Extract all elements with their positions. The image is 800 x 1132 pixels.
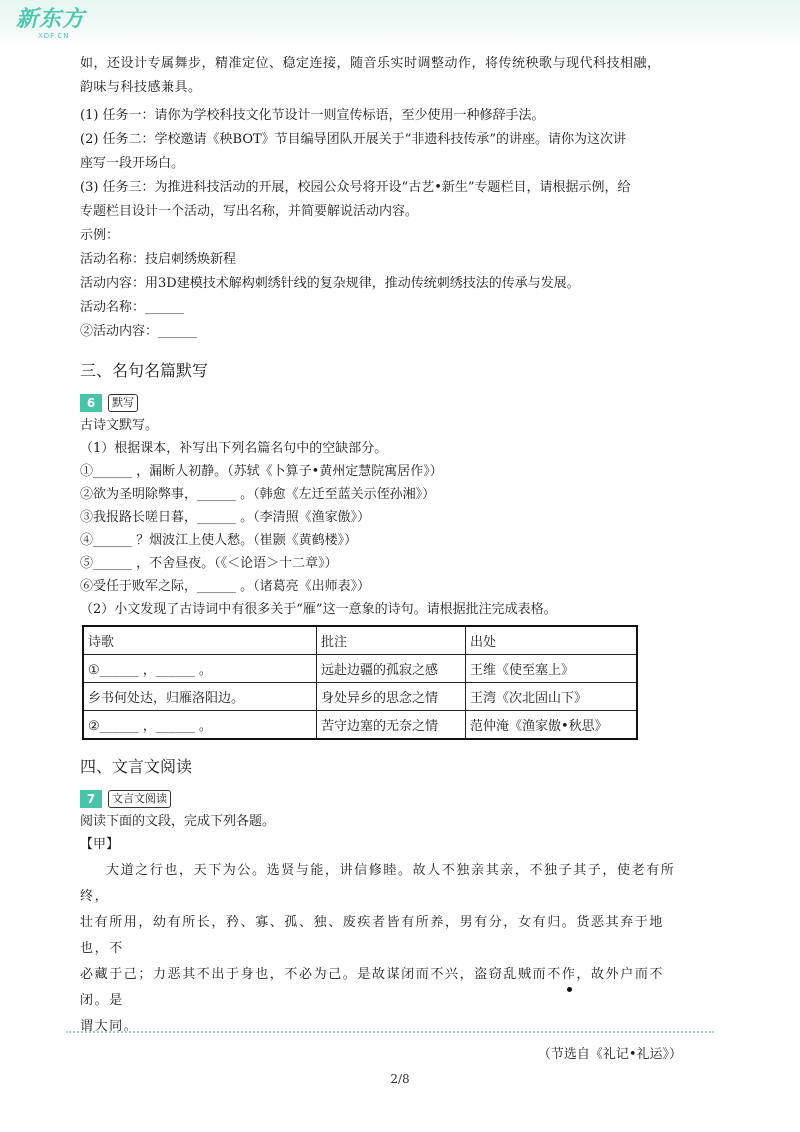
fill-blank-item: ④______ ？烟波江上使人愁。（崔颢《黄鹤楼》） (80, 533, 358, 548)
task-line: 专题栏目设计一个活动，写出名称，并简要解说活动内容。 (80, 204, 419, 219)
task-line: 座写一段开场白。 (80, 156, 185, 171)
question-number: 7 (80, 790, 102, 808)
answer-name-blank: 活动名称：______ (80, 300, 185, 315)
question-number: 6 (80, 394, 102, 412)
question-tag: 文言文阅读 (108, 790, 171, 808)
passage-text: ，故外户而不闭。是 (80, 967, 665, 1008)
table-cell: 身处异乡的思念之情 (317, 683, 466, 711)
passage-line: 壮有所用，幼有所长，矜、寡、孤、独、废疾者皆有所养，男有分，女有归。货恶其弃于地也，不 (80, 915, 665, 956)
passage-text: 必藏于己；力恶其不出于身也，不必为己。是故谋闭而不兴，盗窃乱贼而不 (80, 967, 562, 982)
table-cell: 王维《使至塞上》 (466, 655, 638, 683)
answer-content-blank: ②活动内容：______ (80, 324, 198, 339)
brand-logo (16, 8, 85, 40)
question-tag: 默写 (108, 394, 138, 412)
section-title: 四、文言文阅读 (80, 757, 193, 776)
passage-line: 大道之行也，天下为公。选贤与能，讲信修睦。故人不独亲其亲，不独子其子，使老有所终， (80, 863, 676, 904)
subquestion: （1）根据课本，补写出下列名篇名句中的空缺部分。 (80, 441, 388, 456)
passage-label: 【甲】 (80, 837, 120, 852)
fill-blank-item: ②欲为圣明除弊事，______ 。（韩愈《左迁至蓝关示侄孙湘》） (80, 487, 436, 502)
table-cell: 远赴边疆的孤寂之感 (317, 655, 466, 683)
table-header-cell: 批注 (317, 626, 466, 655)
table-header-cell: 出处 (466, 626, 638, 655)
passage-line: 谓大同。 (80, 1019, 139, 1034)
example-label: 示例： (80, 228, 120, 243)
table-row (83, 683, 637, 711)
example-content: 活动内容：用3D建模技术解构刺绣针线的复杂规律，推动传统刺绣技法的传承与发展。 (80, 276, 580, 291)
task-line: (2) 任务二：学校邀请《秧BOT》节目编导团队开展关于“非遗科技传承”的讲座。请你为这次讲 (80, 132, 626, 147)
intro-line: 韵味与科技感兼具。 (80, 80, 202, 95)
question-header (80, 392, 690, 414)
logo-text: 新东方 (16, 7, 86, 32)
question-intro: 阅读下面的文段，完成下列各题。 (80, 814, 276, 829)
question-header (80, 788, 690, 810)
question-intro: 古诗文默写。 (80, 418, 159, 433)
fill-blank-item: ①______ ，漏断人初静。（苏轼《卜算子•黄州定慧院寓居作》） (80, 464, 443, 479)
table-cell: ①______ ，______ 。 (83, 655, 317, 683)
table-row (83, 655, 637, 683)
task-line: (3) 任务三：为推进科技活动的开展，校园公众号将开设“古艺•新生”专题栏目，请根据示例，给 (80, 180, 631, 195)
table-cell: 苦守边塞的无奈之情 (317, 711, 466, 740)
header-band (0, 0, 800, 44)
footer-divider (66, 1031, 714, 1033)
table-header-row (83, 626, 637, 655)
page-content (80, 52, 690, 1068)
passage-line (80, 962, 690, 1014)
fill-blank-item: ③我报路长嗟日暮，______ 。（李清照《渔家傲》） (80, 510, 371, 525)
classical-passage (80, 858, 690, 1040)
section-title: 三、名句名篇默写 (80, 361, 209, 380)
answer-table (82, 625, 638, 740)
page-number: 2/8 (390, 1072, 410, 1086)
logo-subtext: XDF.CN (38, 32, 70, 40)
table-cell: ②______ ，______ 。 (83, 711, 317, 740)
table-cell: 王湾《次北固山下》 (466, 683, 638, 711)
task-line: (1) 任务一：请你为学校科技文化节设计一则宣传标语，至少使用一种修辞手法。 (80, 108, 545, 123)
table-cell: 乡书何处达，归雁洛阳边。 (83, 683, 317, 711)
table-row (83, 711, 637, 740)
intro-line: 如，还设计专属舞步，精准定位、稳定连接，随音乐实时调整动作，将传统秧歌与现代科技相融， (80, 56, 661, 71)
passage-source: （节选自《礼记•礼运》） (537, 1047, 682, 1062)
table-cell: 范仲淹《渔家傲•秋思》 (466, 711, 638, 740)
example-name: 活动名称：技启刺绣焕新程 (80, 252, 237, 267)
emphasis-dot-char: 作 (562, 962, 577, 988)
table-header-cell: 诗歌 (83, 626, 317, 655)
subquestion: （2）小文发现了古诗词中有很多关于“雁”这一意象的诗句。请根据批注完成表格。 (80, 602, 557, 617)
fill-blank-item: ⑤______ ，不舍昼夜。（《＜论语＞十二章》） (80, 556, 338, 571)
fill-blank-item: ⑥受任于败军之际，______ 。（诸葛亮《出师表》） (80, 579, 371, 594)
